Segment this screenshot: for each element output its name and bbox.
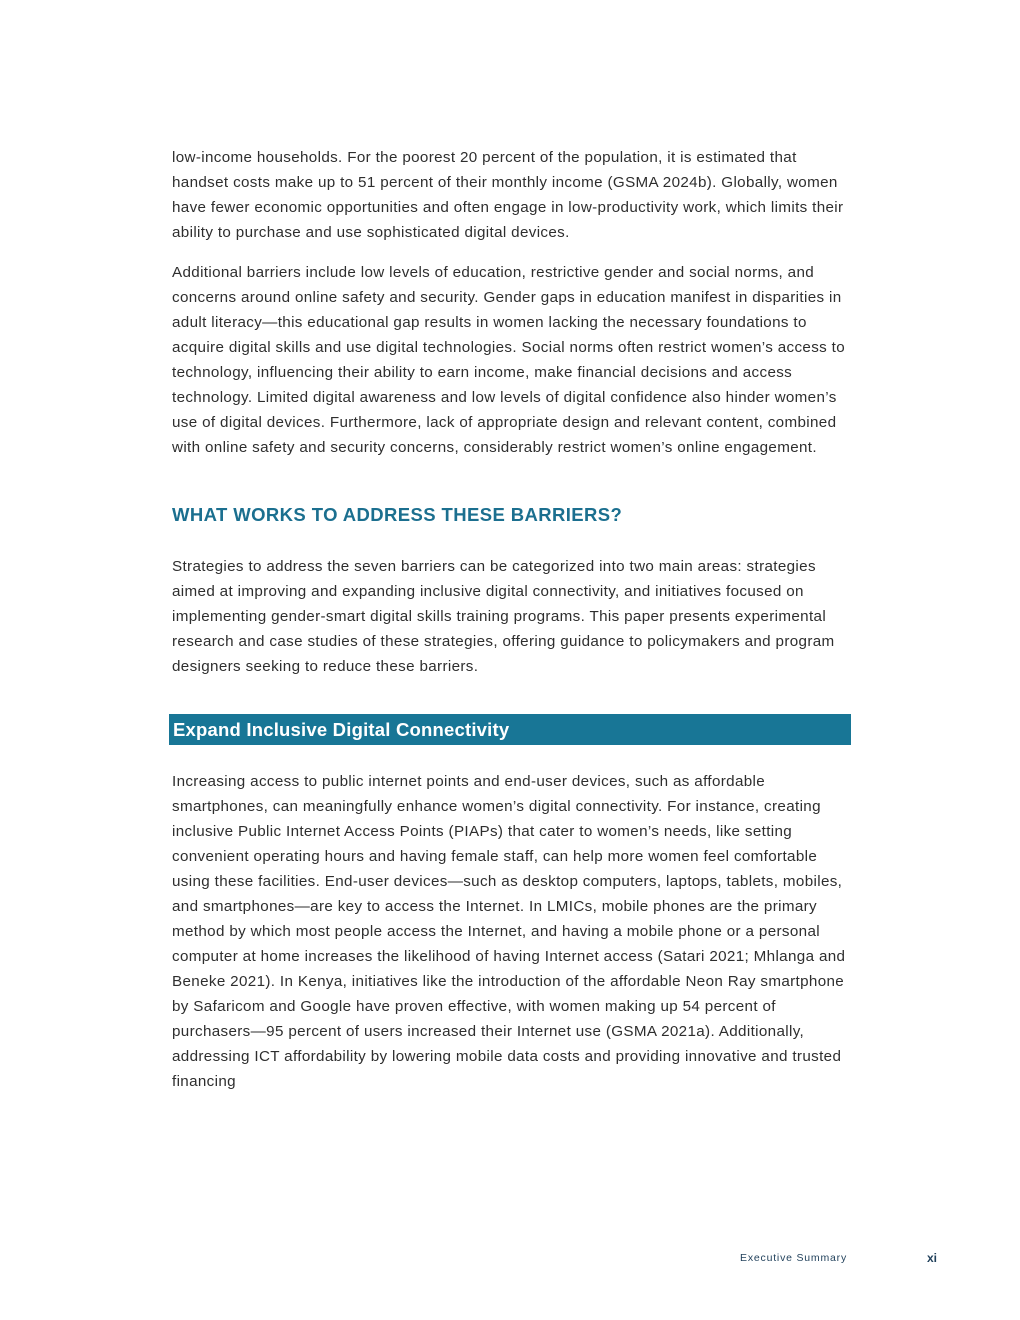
subsection-banner: [169, 714, 851, 745]
body-paragraph-1: low-income households. For the poorest 20 percent of the population, it is estimated that handset costs make up to 51 percent of their monthly income (GSMA 2024b). Globally, women have fewer economic opportunities and often engage in low-productivity work, which limits their ability to purchase and use sophisticated digital devices.: [172, 149, 844, 241]
section-paragraph: Strategies to address the seven barriers can be categorized into two main areas: strategies aimed at improving and expanding inclusive digital connectivity, and initiatives focused on implementing gender-smart digital skills training programs. This paper presents experimental research and case studies of these strategies, offering guidance to policymakers and program designers seeking to reduce these barriers.: [172, 558, 835, 675]
subsection-title: Expand Inclusive Digital Connectivity: [173, 718, 510, 740]
section-heading: WHAT WORKS TO ADDRESS THESE BARRIERS?: [172, 504, 623, 525]
footer-label: Executive Summary: [740, 1252, 847, 1264]
body-paragraph-2: Additional barriers include low levels of education, restrictive gender and social norms, and concerns around online safety and security. Gender gaps in education manifest in disparities in adult literacy—this educational gap results in women lacking the necessary foundations to acquire digital skills and use digital technologies. Social norms often restrict women’s access to technology, influencing their ability to earn income, make financial decisions and access technology. Limited digital awareness and low levels of digital confidence also hinder women’s use of digital devices. Furthermore, lack of appropriate design and relevant content, combined with online safety and security concerns, considerably restrict women’s online engagement.: [172, 264, 846, 456]
page-footer: [0, 1252, 1020, 1272]
page-content: [172, 145, 852, 1094]
page-number: xi: [927, 1251, 938, 1265]
subsection-paragraph: Increasing access to public internet points and end-user devices, such as affordable smartphones, can meaningfully enhance women’s digital connectivity. For instance, creating inclusive Public Internet Access Points (PIAPs) that cater to women’s needs, like setting convenient operating hours and having female staff, can help more women feel comfortable using these facilities. End-user devices—such as desktop computers, laptops, tablets, mobiles, and smartphones—are key to access the Internet. In LMICs, mobile phones are the primary method by which most people access the Internet, and having a mobile phone or a personal computer at home increases the likelihood of having Internet access (Satari 2021; Mhlanga and Beneke 2021). In Kenya, initiatives like the introduction of the affordable Neon Ray smartphone by Safaricom and Google have proven effective, with women making up 54 percent of purchasers—95 percent of users increased their Internet use (GSMA 2021a). Additionally, addressing ICT affordability by lowering mobile data costs and providing innovative and trusted financing: [172, 773, 846, 1090]
